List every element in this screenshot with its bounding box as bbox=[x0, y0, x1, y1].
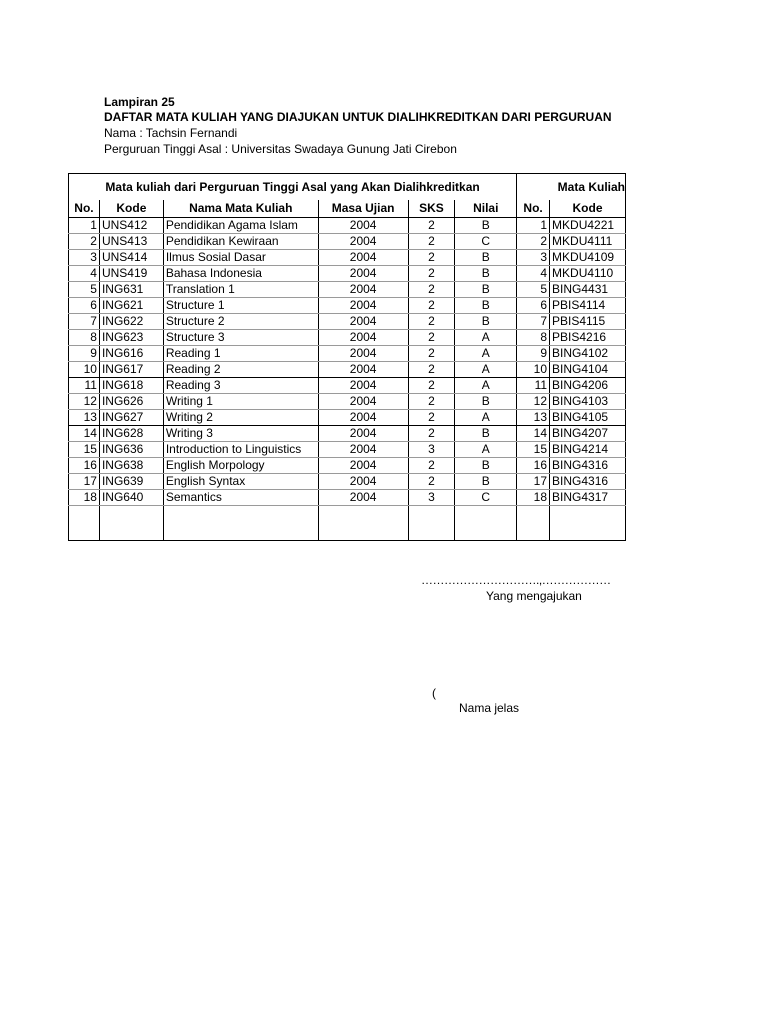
cell-nilai: A bbox=[455, 362, 517, 378]
empty-cell bbox=[99, 506, 163, 541]
cell-kode2: BING4206 bbox=[550, 378, 626, 394]
cell-masa: 2004 bbox=[318, 458, 408, 474]
cell-nama: Translation 1 bbox=[163, 282, 318, 298]
cell-no: 12 bbox=[69, 394, 100, 410]
cell-masa: 2004 bbox=[318, 330, 408, 346]
table-row bbox=[69, 266, 626, 282]
cell-kode: ING621 bbox=[99, 298, 163, 314]
cell-sks: 2 bbox=[408, 298, 455, 314]
cell-masa: 2004 bbox=[318, 298, 408, 314]
cell-nilai: B bbox=[455, 426, 517, 442]
cell-no: 5 bbox=[69, 282, 100, 298]
cell-sks: 2 bbox=[408, 378, 455, 394]
right-group-title: Mata Kuliah bbox=[517, 174, 626, 201]
cell-nilai: B bbox=[455, 282, 517, 298]
cell-masa: 2004 bbox=[318, 378, 408, 394]
table-row bbox=[69, 250, 626, 266]
signature-date-line: ………………………….,……………… bbox=[421, 573, 611, 587]
cell-masa: 2004 bbox=[318, 362, 408, 378]
student-name: Nama : Tachsin Fernandi bbox=[104, 126, 238, 140]
cell-kode2: MKDU4109 bbox=[550, 250, 626, 266]
cell-nilai: B bbox=[455, 474, 517, 490]
cell-masa: 2004 bbox=[318, 490, 408, 506]
cell-no2: 3 bbox=[517, 250, 550, 266]
cell-no: 8 bbox=[69, 330, 100, 346]
cell-no2: 6 bbox=[517, 298, 550, 314]
cell-kode: ING622 bbox=[99, 314, 163, 330]
cell-kode: ING628 bbox=[99, 426, 163, 442]
table-row bbox=[69, 490, 626, 506]
empty-cell bbox=[455, 506, 517, 541]
cell-sks: 2 bbox=[408, 410, 455, 426]
cell-no: 16 bbox=[69, 458, 100, 474]
cell-kode2: BING4102 bbox=[550, 346, 626, 362]
cell-sks: 3 bbox=[408, 490, 455, 506]
cell-masa: 2004 bbox=[318, 234, 408, 250]
cell-kode2: BING4431 bbox=[550, 282, 626, 298]
cell-kode2: BING4104 bbox=[550, 362, 626, 378]
cell-masa: 2004 bbox=[318, 394, 408, 410]
cell-kode: UNS412 bbox=[99, 218, 163, 234]
cell-kode: UNS413 bbox=[99, 234, 163, 250]
cell-masa: 2004 bbox=[318, 474, 408, 490]
cell-nama: Structure 1 bbox=[163, 298, 318, 314]
cell-sks: 2 bbox=[408, 362, 455, 378]
cell-sks: 2 bbox=[408, 266, 455, 282]
cell-kode2: BING4317 bbox=[550, 490, 626, 506]
cell-sks: 2 bbox=[408, 346, 455, 362]
cell-nilai: B bbox=[455, 298, 517, 314]
table-row bbox=[69, 410, 626, 426]
cell-no2: 5 bbox=[517, 282, 550, 298]
cell-nilai: B bbox=[455, 218, 517, 234]
cell-no: 10 bbox=[69, 362, 100, 378]
column-header-row bbox=[69, 200, 626, 218]
cell-no2: 7 bbox=[517, 314, 550, 330]
table-row bbox=[69, 330, 626, 346]
origin-university: Perguruan Tinggi Asal : Universitas Swadaya Gunung Jati Cirebon bbox=[104, 142, 457, 156]
cell-nilai: A bbox=[455, 346, 517, 362]
cell-kode: ING631 bbox=[99, 282, 163, 298]
cell-nama: Structure 2 bbox=[163, 314, 318, 330]
cell-kode: ING623 bbox=[99, 330, 163, 346]
course-table bbox=[68, 173, 626, 541]
table-row bbox=[69, 218, 626, 234]
col-kode-2: Kode bbox=[550, 200, 626, 218]
empty-cell bbox=[69, 506, 100, 541]
cell-no2: 18 bbox=[517, 490, 550, 506]
cell-nama: Reading 3 bbox=[163, 378, 318, 394]
cell-sks: 2 bbox=[408, 394, 455, 410]
cell-nilai: B bbox=[455, 314, 517, 330]
cell-sks: 2 bbox=[408, 458, 455, 474]
col-kode: Kode bbox=[99, 200, 163, 218]
cell-no: 15 bbox=[69, 442, 100, 458]
cell-no2: 10 bbox=[517, 362, 550, 378]
cell-nama: Writing 2 bbox=[163, 410, 318, 426]
cell-nama: Bahasa Indonesia bbox=[163, 266, 318, 282]
cell-kode2: BING4214 bbox=[550, 442, 626, 458]
cell-no2: 14 bbox=[517, 426, 550, 442]
cell-nilai: B bbox=[455, 250, 517, 266]
left-group-title: Mata kuliah dari Perguruan Tinggi Asal yang Akan Dialihkreditkan bbox=[69, 174, 517, 201]
cell-nilai: A bbox=[455, 378, 517, 394]
cell-sks: 3 bbox=[408, 442, 455, 458]
table-row bbox=[69, 362, 626, 378]
header-lampiran: Lampiran 25 bbox=[104, 95, 175, 109]
cell-kode: ING616 bbox=[99, 346, 163, 362]
table-row bbox=[69, 458, 626, 474]
empty-cell bbox=[550, 506, 626, 541]
cell-kode2: MKDU4110 bbox=[550, 266, 626, 282]
cell-no2: 4 bbox=[517, 266, 550, 282]
cell-masa: 2004 bbox=[318, 218, 408, 234]
table-row bbox=[69, 426, 626, 442]
cell-no: 18 bbox=[69, 490, 100, 506]
cell-kode2: PBIS4114 bbox=[550, 298, 626, 314]
signature-name-label: Nama jelas bbox=[459, 701, 520, 715]
cell-no2: 1 bbox=[517, 218, 550, 234]
col-sks: SKS bbox=[408, 200, 455, 218]
cell-no: 17 bbox=[69, 474, 100, 490]
cell-sks: 2 bbox=[408, 218, 455, 234]
signature-paren: ( bbox=[432, 686, 436, 700]
cell-kode: ING640 bbox=[99, 490, 163, 506]
cell-nilai: A bbox=[455, 442, 517, 458]
cell-kode: ING626 bbox=[99, 394, 163, 410]
empty-cell bbox=[517, 506, 550, 541]
cell-nama: Writing 1 bbox=[163, 394, 318, 410]
cell-masa: 2004 bbox=[318, 410, 408, 426]
cell-nama: Structure 3 bbox=[163, 330, 318, 346]
cell-no2: 16 bbox=[517, 458, 550, 474]
cell-nama: Reading 2 bbox=[163, 362, 318, 378]
cell-no2: 9 bbox=[517, 346, 550, 362]
cell-kode2: BING4105 bbox=[550, 410, 626, 426]
col-no: No. bbox=[69, 200, 100, 218]
cell-nilai: A bbox=[455, 410, 517, 426]
cell-sks: 2 bbox=[408, 314, 455, 330]
cell-masa: 2004 bbox=[318, 426, 408, 442]
empty-row bbox=[69, 506, 626, 541]
empty-cell bbox=[163, 506, 318, 541]
col-masa: Masa Ujian bbox=[318, 200, 408, 218]
cell-no: 1 bbox=[69, 218, 100, 234]
cell-masa: 2004 bbox=[318, 250, 408, 266]
cell-sks: 2 bbox=[408, 474, 455, 490]
cell-kode2: BING4316 bbox=[550, 474, 626, 490]
cell-nilai: A bbox=[455, 330, 517, 346]
cell-masa: 2004 bbox=[318, 314, 408, 330]
empty-cell bbox=[318, 506, 408, 541]
col-nilai: Nilai bbox=[455, 200, 517, 218]
empty-cell bbox=[408, 506, 455, 541]
cell-no: 9 bbox=[69, 346, 100, 362]
cell-nama: Writing 3 bbox=[163, 426, 318, 442]
cell-kode2: MKDU4221 bbox=[550, 218, 626, 234]
cell-no: 14 bbox=[69, 426, 100, 442]
table-row bbox=[69, 282, 626, 298]
signature-label: Yang mengajukan bbox=[486, 589, 582, 603]
cell-nilai: B bbox=[455, 458, 517, 474]
cell-no2: 8 bbox=[517, 330, 550, 346]
table-row bbox=[69, 378, 626, 394]
col-no-2: No. bbox=[517, 200, 550, 218]
cell-kode: ING638 bbox=[99, 458, 163, 474]
cell-masa: 2004 bbox=[318, 266, 408, 282]
cell-masa: 2004 bbox=[318, 282, 408, 298]
cell-no: 11 bbox=[69, 378, 100, 394]
table-row bbox=[69, 394, 626, 410]
cell-no2: 2 bbox=[517, 234, 550, 250]
cell-no2: 17 bbox=[517, 474, 550, 490]
cell-kode2: PBIS4216 bbox=[550, 330, 626, 346]
cell-nama: Reading 1 bbox=[163, 346, 318, 362]
cell-kode: ING639 bbox=[99, 474, 163, 490]
cell-nama: Pendidikan Kewiraan bbox=[163, 234, 318, 250]
cell-no: 13 bbox=[69, 410, 100, 426]
cell-kode2: BING4316 bbox=[550, 458, 626, 474]
col-nama: Nama Mata Kuliah bbox=[163, 200, 318, 218]
cell-no: 6 bbox=[69, 298, 100, 314]
cell-no2: 11 bbox=[517, 378, 550, 394]
cell-nilai: B bbox=[455, 394, 517, 410]
cell-nilai: C bbox=[455, 490, 517, 506]
cell-sks: 2 bbox=[408, 234, 455, 250]
group-header-row bbox=[69, 174, 626, 201]
cell-no: 2 bbox=[69, 234, 100, 250]
cell-kode: ING627 bbox=[99, 410, 163, 426]
cell-kode: UNS414 bbox=[99, 250, 163, 266]
cell-nilai: B bbox=[455, 266, 517, 282]
cell-no: 7 bbox=[69, 314, 100, 330]
table-row bbox=[69, 314, 626, 330]
cell-kode2: PBIS4115 bbox=[550, 314, 626, 330]
cell-kode2: BING4103 bbox=[550, 394, 626, 410]
cell-kode: UNS419 bbox=[99, 266, 163, 282]
cell-kode: ING617 bbox=[99, 362, 163, 378]
table-row bbox=[69, 234, 626, 250]
cell-no2: 15 bbox=[517, 442, 550, 458]
cell-kode2: BING4207 bbox=[550, 426, 626, 442]
table-row bbox=[69, 442, 626, 458]
cell-sks: 2 bbox=[408, 330, 455, 346]
cell-no2: 13 bbox=[517, 410, 550, 426]
cell-nama: English Morpology bbox=[163, 458, 318, 474]
cell-masa: 2004 bbox=[318, 346, 408, 362]
table-row bbox=[69, 298, 626, 314]
cell-masa: 2004 bbox=[318, 442, 408, 458]
cell-sks: 2 bbox=[408, 250, 455, 266]
cell-nama: Introduction to Linguistics bbox=[163, 442, 318, 458]
document-title: DAFTAR MATA KULIAH YANG DIAJUKAN UNTUK DIALIHKREDITKAN DARI PERGURUAN bbox=[104, 110, 612, 124]
cell-no: 4 bbox=[69, 266, 100, 282]
table-row bbox=[69, 346, 626, 362]
cell-nilai: C bbox=[455, 234, 517, 250]
cell-kode: ING618 bbox=[99, 378, 163, 394]
cell-nama: Ilmus Sosial Dasar bbox=[163, 250, 318, 266]
cell-no: 3 bbox=[69, 250, 100, 266]
cell-nama: Semantics bbox=[163, 490, 318, 506]
cell-nama: Pendidikan Agama Islam bbox=[163, 218, 318, 234]
cell-nama: English Syntax bbox=[163, 474, 318, 490]
table-row bbox=[69, 474, 626, 490]
cell-no2: 12 bbox=[517, 394, 550, 410]
cell-sks: 2 bbox=[408, 426, 455, 442]
cell-kode2: MKDU4111 bbox=[550, 234, 626, 250]
cell-sks: 2 bbox=[408, 282, 455, 298]
cell-kode: ING636 bbox=[99, 442, 163, 458]
